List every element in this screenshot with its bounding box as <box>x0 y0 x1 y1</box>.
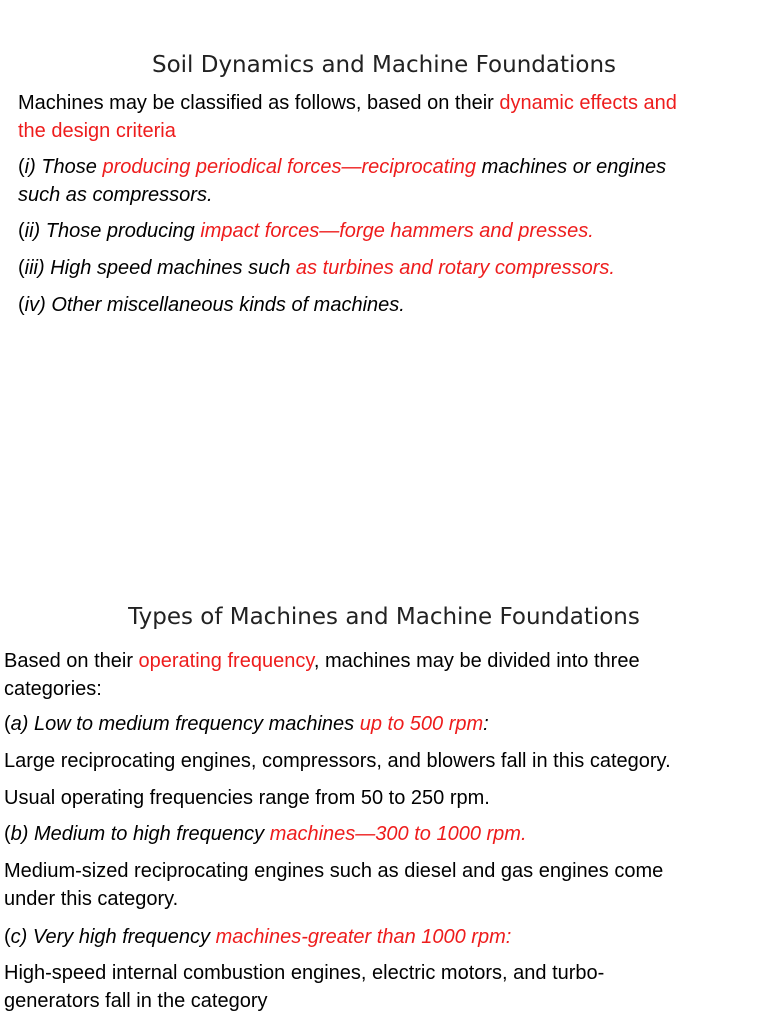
item-c-description <box>4 959 604 1015</box>
intro-highlight-line2: the design criteria <box>18 120 176 142</box>
intro-text: Machines may be classified as follows, based on their <box>18 92 500 114</box>
item-c-desc-line2: generators fall in the category <box>4 990 268 1012</box>
item-iv-open: ( <box>18 294 25 316</box>
item-c-open: ( <box>4 926 11 948</box>
list-item-a <box>4 710 489 738</box>
item-i-roman: i) Those <box>24 156 103 178</box>
intro-highlight: operating frequency <box>138 650 314 672</box>
item-a-frequency: Usual operating frequencies range from 50 to 250 rpm. <box>4 787 490 809</box>
slide-1-title: Soil Dynamics and Machine Foundations <box>151 52 617 78</box>
item-i-line2: such as compressors. <box>18 184 213 206</box>
intro-text-cont: , machines may be divided into three <box>313 650 640 672</box>
item-a-highlight: up to 500 rpm <box>359 713 484 735</box>
item-iii-highlight: as turbines and rotary compressors. <box>295 257 615 279</box>
list-item-iv <box>18 291 405 319</box>
item-iii-roman: iii) High speed machines such <box>24 257 296 279</box>
intro-text: Based on their <box>4 650 139 672</box>
item-b-highlight: machines—300 to 1000 rpm. <box>269 823 527 845</box>
intro-line2: categories: <box>4 678 102 700</box>
item-a-open: ( <box>4 713 11 735</box>
list-item-ii <box>18 217 594 245</box>
intro-paragraph <box>4 647 640 703</box>
item-i-highlight: producing periodical forces—reciprocating <box>102 156 477 178</box>
item-ii-roman: ii) Those producing <box>24 220 201 242</box>
item-a-text: a) Low to medium frequency machines <box>10 713 360 735</box>
list-item-b <box>4 820 527 848</box>
slide-2 <box>0 590 768 1024</box>
list-item-i <box>18 153 666 209</box>
item-c-highlight: machines-greater than 1000 rpm: <box>215 926 512 948</box>
item-a-description: Large reciprocating engines, compressors, and blowers fall in this category. <box>4 750 671 772</box>
item-i-open: ( <box>18 156 25 178</box>
item-ii-highlight: impact forces—forge hammers and presses. <box>200 220 594 242</box>
intro-paragraph <box>18 89 677 145</box>
item-iv-text: iv) Other miscellaneous kinds of machines. <box>24 294 405 316</box>
item-iii-open: ( <box>18 257 25 279</box>
item-b-open: ( <box>4 823 11 845</box>
item-ii-open: ( <box>18 220 25 242</box>
item-b-desc-line2: under this category. <box>4 888 179 910</box>
intro-highlight: dynamic effects and <box>499 92 677 114</box>
item-i-rest: machines or engines <box>476 156 667 178</box>
list-item-iii <box>18 254 615 282</box>
item-b-desc-line1: Medium-sized reciprocating engines such as diesel and gas engines come <box>4 860 664 882</box>
slide-1 <box>0 0 768 505</box>
item-a-colon: : <box>483 713 489 735</box>
item-b-text: b) Medium to high frequency <box>10 823 270 845</box>
item-c-text: c) Very high frequency <box>10 926 216 948</box>
list-item-c <box>4 923 511 951</box>
slide-2-title: Types of Machines and Machine Foundations <box>128 604 640 630</box>
item-c-desc-line1: High-speed internal combustion engines, electric motors, and turbo- <box>4 962 605 984</box>
item-b-description <box>4 857 663 913</box>
